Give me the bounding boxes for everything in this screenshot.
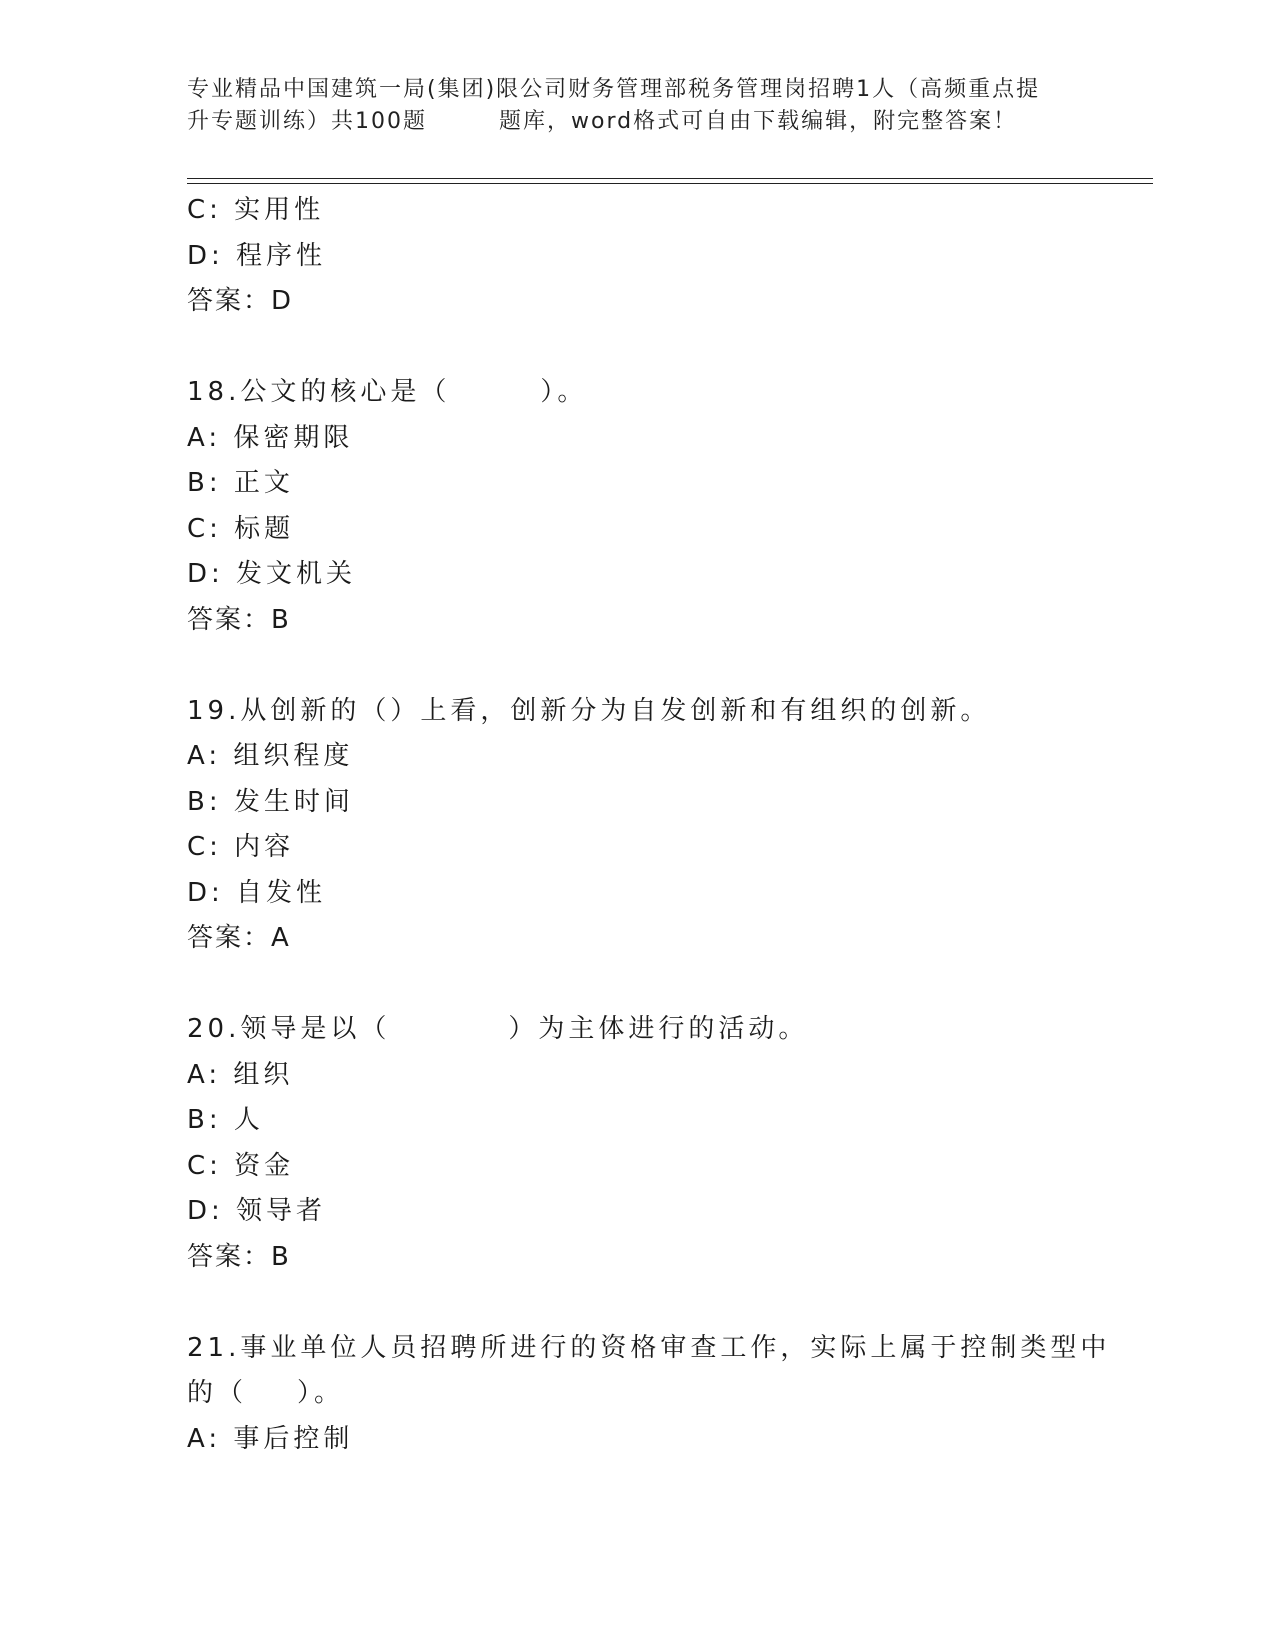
page-header — [187, 74, 1087, 138]
prev-option-d: D: 程序性 — [187, 240, 327, 271]
q20-stem-a: 20.领导是以（ — [187, 1014, 391, 1044]
q21-stem-line-2 — [187, 1371, 1087, 1417]
q18-stem-b: ）。 — [540, 377, 588, 407]
spacer — [187, 643, 1087, 689]
q20-option-d: D: 领导者 — [187, 1196, 327, 1226]
q18-option-c: C: 标题 — [187, 513, 295, 544]
header-line-2-part-a: 升专题训练）共100题 — [187, 109, 427, 134]
q18-option-b: B: 正文 — [187, 468, 294, 498]
q19-stem: 19.从创新的（）上看，创新分为自发创新和有组织的创新。 — [187, 695, 991, 726]
q18-option-d: D: 发文机关 — [187, 559, 357, 589]
q20-stem-b: ）为主体进行的活动。 — [508, 1014, 809, 1044]
q21-stem-line-2-a: 的（ — [187, 1378, 248, 1408]
q20-stem — [187, 1007, 1087, 1053]
spacer — [187, 1280, 1087, 1326]
header-divider-top — [187, 178, 1153, 179]
q19-option-b: B: 发生时间 — [187, 786, 354, 817]
q18-answer: 答案：B — [187, 604, 291, 635]
q21-stem-line-2-b: ）。 — [297, 1378, 345, 1408]
q21-option-a: A: 事后控制 — [187, 1423, 354, 1454]
q20-option-b: B: 人 — [187, 1105, 264, 1135]
q19-option-a: A: 组织程度 — [187, 741, 354, 771]
spacer — [187, 962, 1087, 1008]
q19-option-d: D: 自发性 — [187, 877, 327, 908]
q21-stem-line-1: 21.事业单位人员招聘所进行的资格审查工作，实际上属于控制类型中 — [187, 1332, 1111, 1363]
q19-option-c: C: 内容 — [187, 832, 295, 862]
question-list — [187, 188, 1111, 1462]
prev-answer: 答案：D — [187, 286, 294, 316]
q18-option-a: A: 保密期限 — [187, 422, 354, 453]
prev-option-c: C: 实用性 — [187, 195, 325, 225]
header-line-2-part-b: 题库，word格式可自由下载编辑，附完整答案！ — [499, 109, 1018, 134]
q20-option-a: A: 组织 — [187, 1059, 294, 1090]
spacer — [187, 325, 1087, 371]
q18-stem — [187, 370, 1087, 416]
q19-answer: 答案：A — [187, 923, 291, 953]
q20-answer: 答案：B — [187, 1241, 291, 1272]
header-divider-bottom — [187, 183, 1153, 184]
header-line-2 — [187, 106, 1087, 138]
q20-option-c: C: 资金 — [187, 1150, 295, 1181]
header-line-1: 专业精品中国建筑一局(集团)限公司财务管理部税务管理岗招聘1人（高频重点提 — [187, 77, 1041, 102]
q18-stem-a: 18.公文的核心是（ — [187, 377, 451, 407]
